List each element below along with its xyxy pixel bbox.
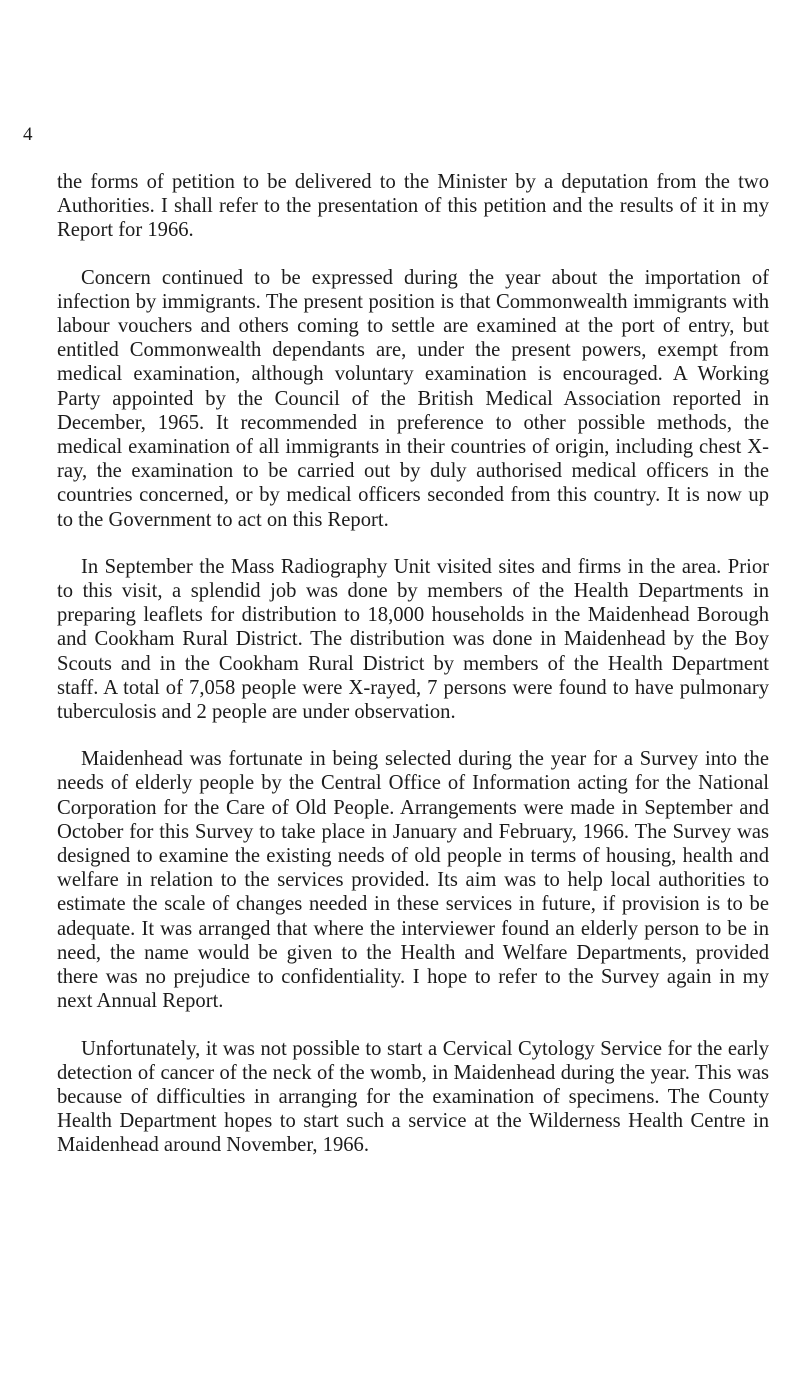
- paragraph-elderly-survey: Maidenhead was fortunate in being selected during the year for a Survey into the needs of elderly people by the Central Office of Information acting for the National Corporation for the Care of Old People. Arrangements were made in September and October for this Survey to take place in January and February, 1966. The Survey was designed to examine the existing needs of old people in terms of housing, health and welfare in relation to the services provided. Its aim was to help local authorities to estimate the scale of changes needed in these services in future, if provision is to be adequate. It was arranged that where the interviewer found an elderly person to be in need, the name would be given to the Health and Welfare Departments, provided there was no prejudice to confidentiality. I hope to refer to the Survey again in my next Annual Report.: [57, 748, 769, 1013]
- paragraph-cervical-cytology: Unfortunately, it was not possible to start a Cervical Cytology Service for the early detection of cancer of the neck of the womb, in Maidenhead during the year. This was because of difficulties in arranging for the examination of specimens. The County Health Department hopes to start such a service at the Wilderness Health Centre in Maidenhead around November, 1966.: [57, 1037, 769, 1157]
- paragraph-mass-radiography: In September the Mass Radiography Unit visited sites and firms in the area. Prior to this visit, a splendid job was done by members of the Health Departments in preparing leaflets for distribution to 18,000 households in the Maidenhead Borough and Cookham Rural District. The distribution was done in Maidenhead by the Boy Scouts and in the Cookham Rural District by members of the Health Department staff. A total of 7,058 people were X-rayed, 7 persons were found to have pulmonary tuberculosis and 2 people are under observation.: [57, 555, 769, 724]
- body-text: [57, 170, 769, 1158]
- paragraph-immigrants: Concern continued to be expressed during the year about the importation of infection by immigrants. The present position is that Commonwealth immigrants with labour vouchers and others coming to settle are examined at the port of entry, but entitled Commonwealth dependants are, under the present powers, exempt from medical examination, although voluntary examination is encouraged. A Working Party appointed by the Council of the British Medical Association reported in December, 1965. It recommended in preference to other possible methods, the medical examination of all immigrants in their countries of origin, including chest X-ray, the examination to be carried out by duly authorised medical officers in the countries concerned, or by medical officers seconded from this country. It is now up to the Government to act on this Report.: [57, 266, 769, 531]
- page-number: 4: [23, 124, 33, 145]
- paragraph-petition: the forms of petition to be delivered to the Minister by a deputation from the two Authorities. I shall refer to the presentation of this petition and the results of it in my Report for 1966.: [57, 171, 769, 242]
